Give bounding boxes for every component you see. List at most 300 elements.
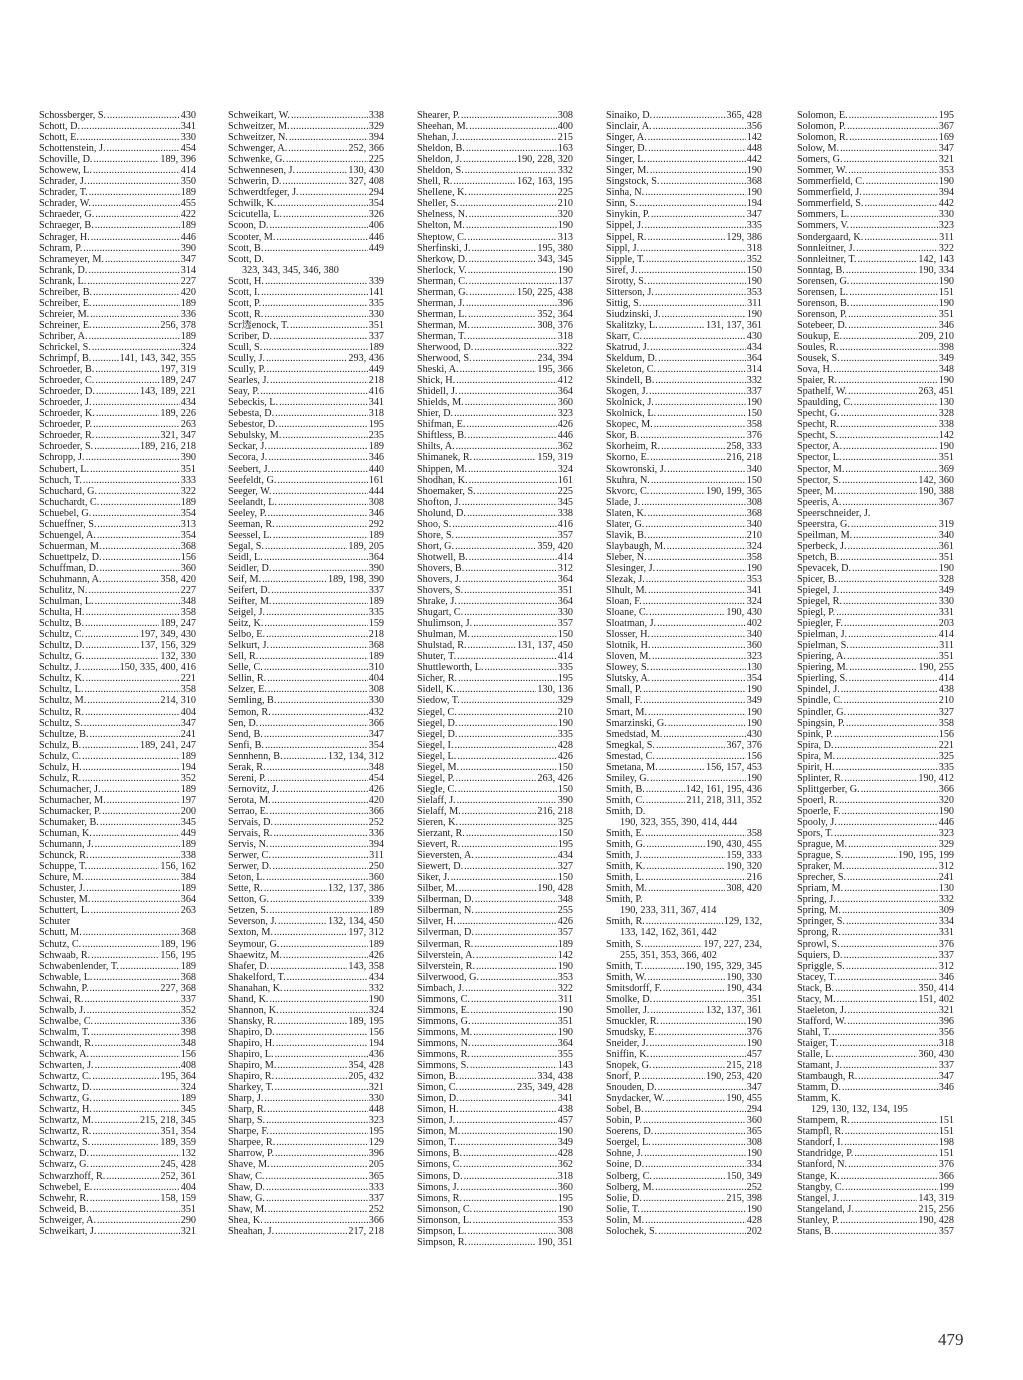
index-column-3 xyxy=(417,110,573,1248)
leader-dots xyxy=(456,773,537,784)
index-entry xyxy=(797,386,954,397)
entry-pages: 454 xyxy=(368,772,384,784)
entry-name: Shaewitz, M. xyxy=(228,949,283,961)
index-entry xyxy=(797,927,954,938)
leader-dots xyxy=(458,386,556,397)
index-entry xyxy=(417,1049,573,1060)
entry-pages: 404 xyxy=(368,673,384,685)
index-entry xyxy=(606,132,762,143)
leader-dots xyxy=(469,254,537,265)
index-entry xyxy=(606,143,762,154)
entry-pages: 360 xyxy=(557,1181,573,1193)
index-entry xyxy=(417,1060,573,1071)
entry-name: Scoon, D. xyxy=(228,220,269,232)
index-entry xyxy=(39,574,196,585)
index-entry xyxy=(39,187,196,198)
entry-pages: 367, 376 xyxy=(726,739,762,751)
index-entry xyxy=(39,939,196,950)
leader-dots xyxy=(300,187,368,198)
index-entry xyxy=(228,695,384,706)
entry-pages: 336 xyxy=(180,308,196,320)
entry-pages: 190 xyxy=(557,1026,573,1038)
page-number: 479 xyxy=(938,1330,964,1349)
index-entry xyxy=(39,232,196,243)
entry-name: Stalle, L. xyxy=(797,1048,835,1060)
entry-name: Schuettpelz, D. xyxy=(39,551,102,563)
index-entry xyxy=(39,220,196,231)
entry-pages: 197, 227, 234, xyxy=(703,938,762,950)
entry-pages: 190 xyxy=(746,1203,762,1215)
leader-dots xyxy=(284,751,327,762)
leader-dots xyxy=(102,806,180,817)
index-entry xyxy=(228,530,384,541)
entry-name: Spoerl, R. xyxy=(797,794,839,806)
entry-name: Sherfinski, J. xyxy=(417,242,471,254)
index-entry xyxy=(39,773,196,784)
index-entry xyxy=(797,729,954,740)
index-entry xyxy=(797,265,954,276)
entry-pages: 438 xyxy=(557,1104,573,1116)
leader-dots xyxy=(833,364,937,375)
index-entry xyxy=(797,287,954,298)
index-entry xyxy=(417,441,573,452)
entry-name: Short, G. xyxy=(417,540,455,552)
entry-name: Silverstein, R. xyxy=(417,960,476,972)
index-entry xyxy=(797,1060,954,1071)
leader-dots xyxy=(279,419,368,430)
entry-name: Stangeland, J. xyxy=(797,1203,854,1215)
leader-dots xyxy=(850,220,938,231)
entry-pages: 358 xyxy=(746,551,762,563)
leader-dots xyxy=(86,452,180,463)
leader-dots xyxy=(460,364,537,375)
leader-dots xyxy=(105,254,180,265)
index-entry xyxy=(39,254,196,265)
entry-name: Seifter, M. xyxy=(228,596,272,608)
index-entry xyxy=(228,132,384,143)
entry-name: Smith, W. xyxy=(606,971,647,983)
leader-dots xyxy=(651,640,745,651)
leader-dots xyxy=(646,861,725,872)
entry-pages: 195 xyxy=(368,1126,384,1138)
index-entry xyxy=(606,684,762,695)
index-entry xyxy=(39,662,196,673)
entry-pages: 308 xyxy=(368,496,384,508)
index-entry xyxy=(797,232,954,243)
entry-name: Schure, M. xyxy=(39,872,84,884)
leader-dots xyxy=(462,806,537,817)
entry-pages: 360, 430 xyxy=(918,1048,954,1060)
entry-name: Spira, D. xyxy=(797,739,834,751)
entry-name: Sieren, K. xyxy=(417,817,459,828)
entry-pages: 455 xyxy=(180,198,196,210)
index-entry xyxy=(228,1215,384,1226)
entry-pages: 159, 319 xyxy=(537,452,573,464)
leader-dots xyxy=(454,408,557,419)
index-entry xyxy=(606,607,762,618)
entry-pages: 346 xyxy=(368,452,384,464)
index-entry xyxy=(228,209,384,220)
entry-name: Schrickel, S. xyxy=(39,341,91,353)
leader-dots xyxy=(463,1148,557,1159)
index-entry xyxy=(39,994,196,1005)
entry-name: Sprecher, S. xyxy=(797,872,847,884)
leader-dots xyxy=(95,1038,180,1049)
index-entry xyxy=(797,1104,954,1115)
entry-name: Sommers, V. xyxy=(797,220,849,232)
index-entry xyxy=(797,1159,954,1170)
entry-name: Schwartz, C. xyxy=(39,1071,92,1083)
entry-pages: 343, 345 xyxy=(537,253,573,265)
leader-dots xyxy=(290,320,368,331)
leader-dots xyxy=(265,276,368,287)
entry-pages: 235 xyxy=(368,430,384,442)
entry-pages: 189, 198, 390 xyxy=(327,573,384,585)
entry-name: Smith, P. xyxy=(606,894,643,906)
leader-dots xyxy=(86,883,179,894)
index-entry xyxy=(228,607,384,618)
index-entry xyxy=(417,707,573,718)
entry-pages: 335 xyxy=(557,662,573,674)
index-entry xyxy=(797,519,954,530)
entry-pages: 189 xyxy=(557,938,573,950)
leader-dots xyxy=(642,1071,705,1082)
leader-dots xyxy=(650,165,746,176)
leader-dots xyxy=(865,198,938,209)
leader-dots xyxy=(846,916,938,927)
entry-name: Schwartz, G. xyxy=(39,1093,92,1105)
entry-pages: 150 xyxy=(746,408,762,420)
entry-name: Silberman, D. xyxy=(417,894,474,906)
index-entry xyxy=(417,198,573,209)
leader-dots xyxy=(457,651,557,662)
leader-dots xyxy=(456,1115,557,1126)
entry-name: Sloven, M. xyxy=(606,651,651,663)
leader-dots xyxy=(95,1115,139,1126)
entry-name: Stack, B. xyxy=(797,982,835,994)
index-entry xyxy=(228,375,384,386)
index-entry xyxy=(228,364,384,375)
entry-name: Shell, R. xyxy=(417,176,453,188)
entry-name: Seidler, D. xyxy=(228,562,272,574)
entry-pages: 132, 134, 312 xyxy=(327,750,384,762)
entry-pages: 215 xyxy=(557,132,573,144)
entry-pages: 190 xyxy=(557,960,573,972)
entry-name: Simmons, N. xyxy=(417,1037,471,1049)
entry-pages: 255 xyxy=(557,905,573,917)
leader-dots xyxy=(265,541,347,552)
entry-pages: 190 xyxy=(746,772,762,784)
entry-name: Sobel, B. xyxy=(606,1104,644,1116)
entry-pages: 142 xyxy=(746,132,762,144)
index-entry xyxy=(606,651,762,662)
index-entry xyxy=(39,519,196,530)
index-entry xyxy=(606,243,762,254)
leader-dots xyxy=(653,1060,726,1071)
leader-dots xyxy=(87,695,159,706)
index-entry xyxy=(39,651,196,662)
index-entry xyxy=(606,618,762,629)
entry-name: Schulitz, N. xyxy=(39,585,88,597)
index-entry xyxy=(39,961,196,972)
index-entry xyxy=(797,209,954,220)
leader-dots xyxy=(95,375,159,386)
leader-dots xyxy=(276,1137,367,1148)
entry-pages: 426 xyxy=(368,783,384,795)
entry-pages: 190 xyxy=(746,165,762,177)
index-entry xyxy=(228,486,384,497)
entry-name: Stanley, P. xyxy=(797,1214,840,1226)
entry-pages: 263 xyxy=(180,905,196,917)
index-entry xyxy=(797,740,954,751)
entry-pages: 190, 388 xyxy=(918,485,954,497)
leader-dots xyxy=(92,508,179,519)
entry-pages: 448 xyxy=(368,1104,384,1116)
leader-dots xyxy=(266,1193,368,1204)
entry-pages: 457 xyxy=(557,1115,573,1127)
entry-name: Seif, M. xyxy=(228,573,262,585)
entry-pages: 347 xyxy=(938,143,954,155)
index-entry xyxy=(417,596,573,607)
entry-name: Siegel, L. xyxy=(417,750,457,762)
entry-pages: 190 xyxy=(938,441,954,453)
leader-dots xyxy=(266,872,368,883)
entry-pages: 351 xyxy=(557,585,573,597)
entry-name: Shulimson, J. xyxy=(417,618,473,630)
entry-pages: 318 xyxy=(557,330,573,342)
entry-name: Seton, L. xyxy=(228,872,266,884)
entry-pages: 252, 361 xyxy=(160,1170,196,1182)
index-entry xyxy=(228,430,384,441)
index-entry xyxy=(39,342,196,353)
entry-name: Shore, S. xyxy=(417,529,455,541)
index-entry xyxy=(797,430,954,441)
entry-name: Shapiro, M. xyxy=(228,1060,277,1072)
leader-dots xyxy=(268,508,368,519)
leader-dots xyxy=(469,276,557,287)
index-entry xyxy=(797,121,954,132)
index-entry xyxy=(606,452,762,463)
index-entry xyxy=(228,298,384,309)
entry-name: Schrager, H. xyxy=(39,231,90,243)
entry-pages: 351 xyxy=(368,319,384,331)
entry-pages: 156 xyxy=(180,551,196,563)
entry-name: Soukup, E. xyxy=(797,330,842,342)
leader-dots xyxy=(272,861,367,872)
leader-dots xyxy=(82,939,159,950)
leader-dots xyxy=(280,784,368,795)
entry-name: Sonntag, B. xyxy=(797,264,845,276)
index-entry xyxy=(606,386,762,397)
entry-name: Specht, S. xyxy=(797,430,839,442)
entry-pages: 252 xyxy=(368,817,384,828)
entry-pages: 347 xyxy=(746,209,762,221)
entry-pages: 319 xyxy=(938,518,954,530)
leader-dots xyxy=(843,331,917,342)
leader-dots xyxy=(260,386,367,397)
entry-pages: 353 xyxy=(746,573,762,585)
entry-pages: 330 xyxy=(180,132,196,144)
entry-name: Schuchard, G. xyxy=(39,485,97,497)
index-entry xyxy=(606,519,762,530)
entry-name: Speeris, A. xyxy=(797,496,842,508)
index-entry xyxy=(39,762,196,773)
entry-pages: 349 xyxy=(938,353,954,365)
entry-pages: 420 xyxy=(180,286,196,298)
leader-dots xyxy=(90,729,180,740)
entry-pages: 294 xyxy=(746,1104,762,1116)
entry-name: Spriggle, S. xyxy=(797,960,845,972)
leader-dots xyxy=(656,563,746,574)
entry-name: Skarr, C. xyxy=(606,330,643,342)
entry-name: Stampfl, R. xyxy=(797,1126,844,1138)
entry-name: Shotwell, B. xyxy=(417,551,468,563)
entry-pages: 368 xyxy=(180,927,196,939)
index-entry xyxy=(797,552,954,563)
entry-name: Severson, J. xyxy=(228,916,277,928)
entry-name: Schreiber, B. xyxy=(39,286,93,298)
index-entry xyxy=(606,309,762,320)
entry-pages: 341 xyxy=(746,585,762,597)
entry-pages: 376 xyxy=(938,938,954,950)
leader-dots xyxy=(477,486,557,497)
leader-dots xyxy=(457,751,556,762)
entry-name: Specht, G. xyxy=(797,408,840,420)
index-entry xyxy=(39,751,196,762)
entry-pages: 368 xyxy=(368,640,384,652)
entry-name: Spindler, G. xyxy=(797,706,847,718)
index-entry xyxy=(797,419,954,430)
index-entry xyxy=(606,640,762,651)
index-entry xyxy=(606,541,762,552)
leader-dots xyxy=(275,1071,347,1082)
index-entry xyxy=(797,364,954,375)
entry-pages: 338 xyxy=(938,419,954,431)
entry-name: Scriber, D. xyxy=(228,330,273,342)
entry-pages: 323 xyxy=(746,651,762,663)
index-entry xyxy=(606,695,762,706)
entry-name: Sorenson, P. xyxy=(797,308,848,320)
leader-dots xyxy=(271,585,368,596)
entry-name: Schweikart, J. xyxy=(39,1225,97,1237)
entry-name: Sherman, C. xyxy=(417,275,468,287)
index-entry xyxy=(39,1104,196,1115)
index-entry xyxy=(228,110,384,121)
entry-pages: 294 xyxy=(368,187,384,199)
leader-dots xyxy=(845,850,897,861)
index-entry xyxy=(39,563,196,574)
index-entry xyxy=(797,508,954,519)
entry-name: Serwer, C. xyxy=(228,850,271,862)
entry-pages: 376 xyxy=(746,430,762,442)
entry-name: Scott, P. xyxy=(228,297,262,309)
entry-name: Schweitzer, N. xyxy=(228,132,288,144)
leader-dots xyxy=(94,441,139,452)
index-entry xyxy=(606,916,762,927)
entry-name: Singer, D. xyxy=(606,143,648,155)
entry-name: Schrader, J. xyxy=(39,176,87,188)
index-entry xyxy=(228,276,384,287)
leader-dots xyxy=(848,386,917,397)
entry-name: Soerens, D. xyxy=(606,1126,654,1138)
leader-dots xyxy=(262,298,368,309)
entry-name: Smetana, M. xyxy=(606,761,658,773)
entry-name: Sharpee, R. xyxy=(228,1137,276,1149)
entry-pages: 132, 137, 361 xyxy=(705,1004,762,1016)
entry-pages: 130, 430 xyxy=(348,165,384,177)
index-entry xyxy=(797,585,954,596)
leader-dots xyxy=(839,430,938,441)
entry-name: Shearer, P. xyxy=(417,110,460,121)
leader-dots xyxy=(475,927,557,938)
leader-dots xyxy=(464,861,557,872)
entry-pages: 334, 438 xyxy=(537,1071,573,1083)
entry-pages: 360 xyxy=(557,397,573,409)
entry-name: Skopec, M. xyxy=(606,419,653,431)
index-entry xyxy=(797,486,954,497)
index-entry xyxy=(606,287,762,298)
index-entry xyxy=(228,684,384,695)
leader-dots xyxy=(273,331,368,342)
entry-name: Schroeder, S. xyxy=(39,441,94,453)
leader-dots xyxy=(667,464,745,475)
entry-pages: 190, 351 xyxy=(537,1236,573,1248)
index-entry xyxy=(39,1115,196,1126)
index-entry xyxy=(228,441,384,452)
entry-pages: 143, 319 xyxy=(918,1192,954,1204)
entry-pages: 216, 218 xyxy=(537,805,573,817)
leader-dots xyxy=(649,1038,745,1049)
entry-name: Sen, D. xyxy=(228,717,259,729)
entry-name: Slaybaugh, M. xyxy=(606,540,666,552)
entry-name: Serwer, D. xyxy=(228,861,272,873)
entry-pages: 189 xyxy=(180,883,196,895)
index-entry xyxy=(39,1159,196,1170)
entry-pages: 368 xyxy=(180,971,196,983)
index-entry xyxy=(228,927,384,938)
entry-pages: 190, 255 xyxy=(918,662,954,674)
entry-name: Schwartz, D. xyxy=(39,1082,92,1094)
entry-name: Slavik, B. xyxy=(606,529,647,541)
entry-name: Seifert, D. xyxy=(228,585,271,597)
entry-pages: 354 xyxy=(368,198,384,210)
entry-name: Sitterson, J. xyxy=(606,286,654,298)
leader-dots xyxy=(84,718,180,729)
entry-name: Schwennesen, J. xyxy=(228,165,296,177)
entry-name: Smith, T. xyxy=(606,960,644,972)
leader-dots xyxy=(85,872,180,883)
entry-pages: 195, 364 xyxy=(160,1071,196,1083)
leader-dots xyxy=(642,298,746,309)
entry-pages: 205, 432 xyxy=(348,1071,384,1083)
index-entry xyxy=(606,1115,762,1126)
entry-pages: 190, 434 xyxy=(726,982,762,994)
index-entry xyxy=(228,1193,384,1204)
index-entry xyxy=(606,1060,762,1071)
entry-pages: 367 xyxy=(938,121,954,133)
index-entry xyxy=(39,972,196,983)
entry-name: Sperbeck, J. xyxy=(797,540,847,552)
leader-dots xyxy=(469,121,557,132)
entry-pages: 333 xyxy=(368,1181,384,1193)
entry-name: Sova, H. xyxy=(797,364,833,376)
leader-dots xyxy=(663,729,745,740)
index-entry xyxy=(39,640,196,651)
entry-name: Spector, S. xyxy=(797,474,842,486)
index-entry xyxy=(606,1104,762,1115)
leader-dots xyxy=(90,1204,180,1215)
entry-name: Schuengel, A. xyxy=(39,529,96,541)
